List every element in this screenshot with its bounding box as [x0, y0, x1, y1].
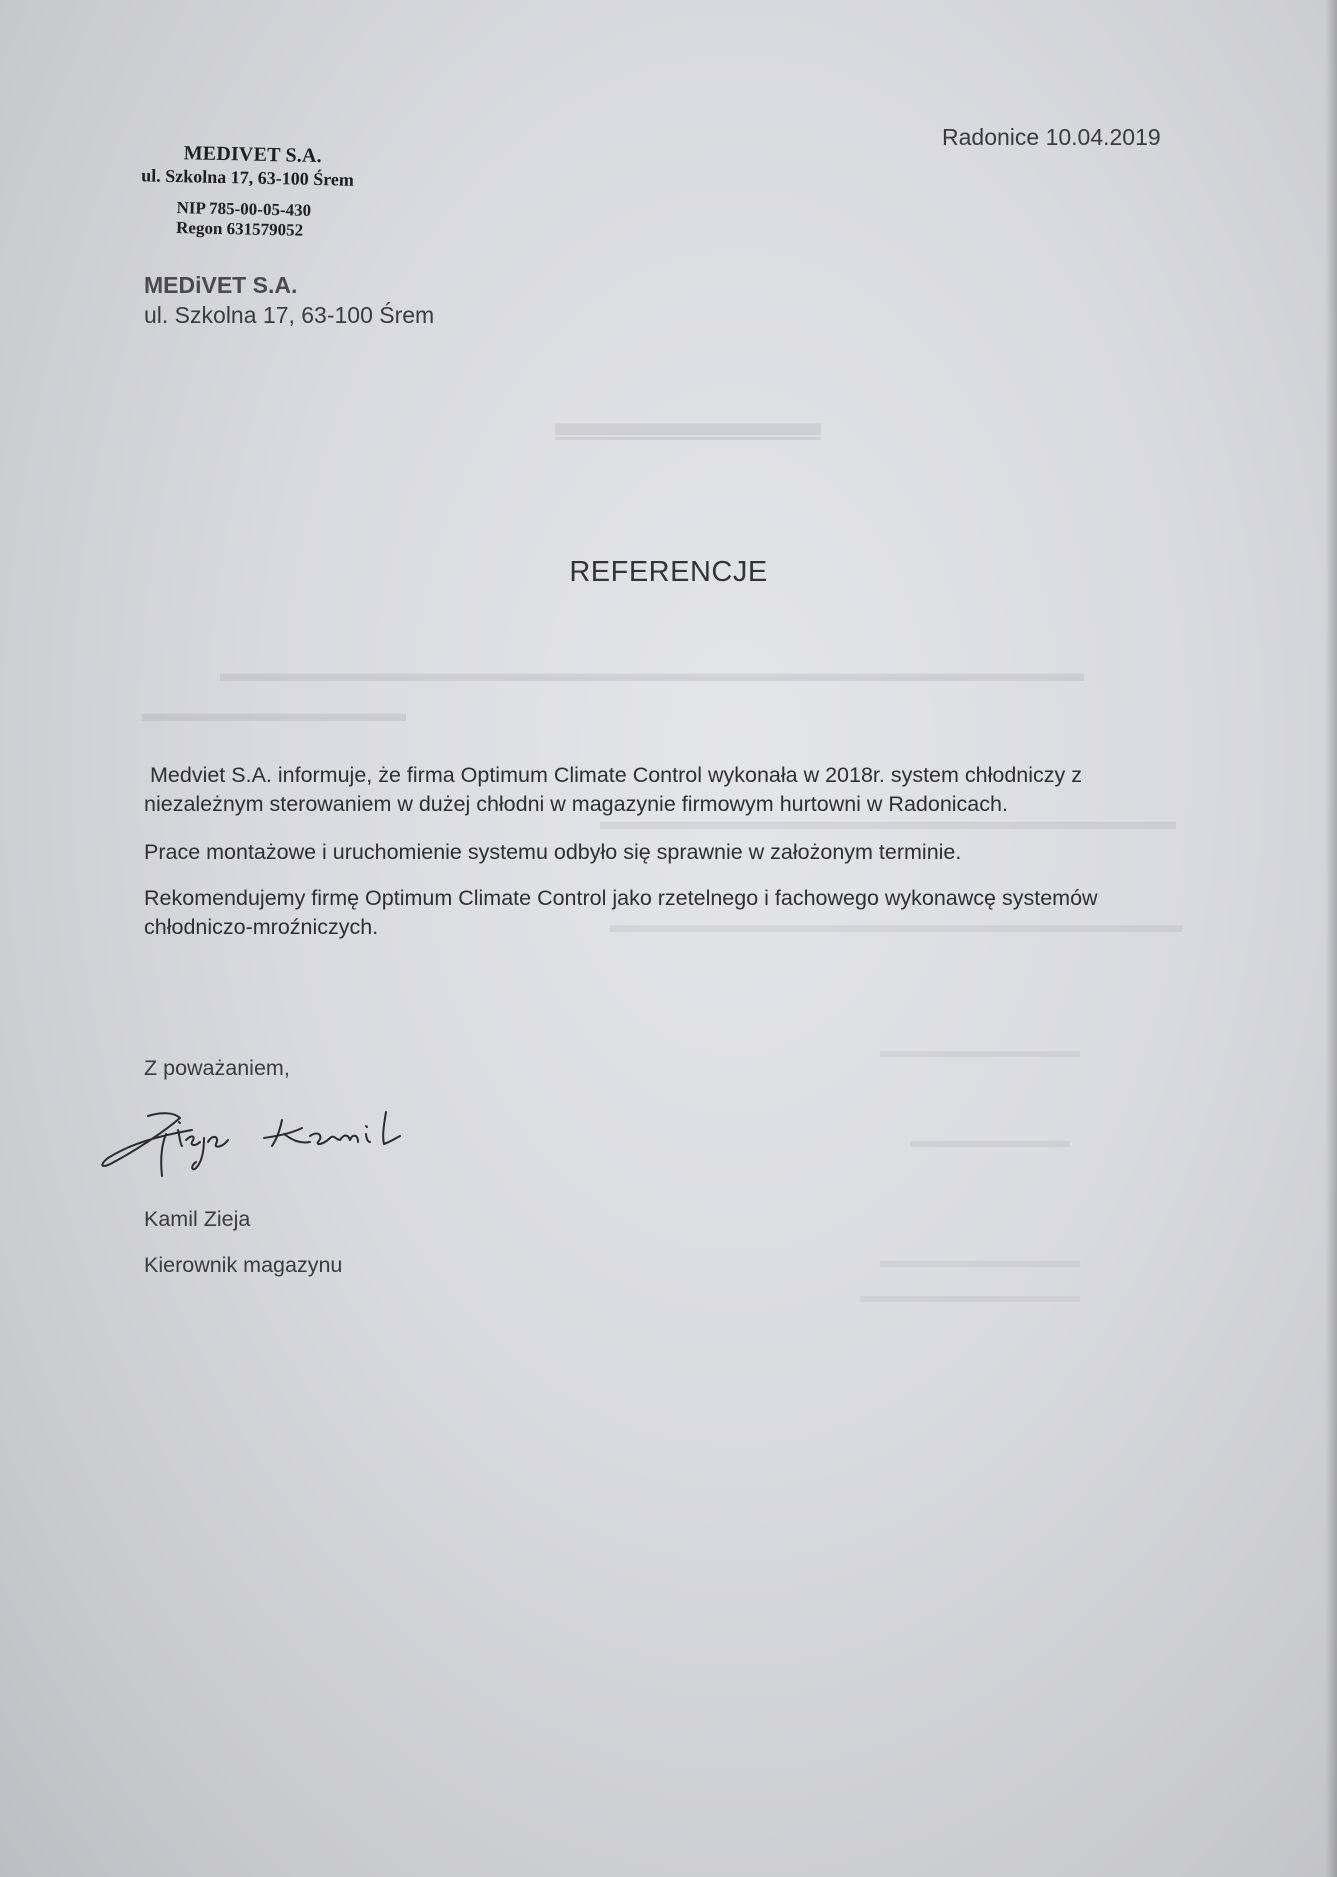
paragraph [144, 761, 1184, 819]
paragraph-line: Prace montażowe i uruchomienie systemu odbyło się sprawnie w założonym terminie. [144, 840, 962, 864]
paragraph-line: niezależnym sterowaniem w dużej chłodni w magazynie firmowym hurtowni w Radonicach. [144, 792, 1008, 816]
bleed-through-mark: ▬▬▬▬▬▬▬▬▬▬ [880, 1040, 1080, 1062]
page-edge-shadow [1325, 0, 1337, 1877]
place-date: Radonice 10.04.2019 [942, 124, 1161, 150]
sender-name: MEDiVET S.A. [144, 272, 298, 298]
stamp-address: ul. Szkolna 17, 63-100 Śrem [141, 165, 355, 190]
paragraph [144, 884, 1184, 942]
bleed-through-mark: ▬▬▬▬▬▬▬▬▬▬ [880, 1250, 1080, 1272]
paragraph-line: Medviet S.A. informuje, że firma Optimum Climate Control wykonała w 2018r. system chłodniczy z [150, 763, 1082, 787]
stamp-nip: NIP 785-00-05-430 [176, 198, 312, 220]
paragraph-line: Rekomendujemy firmę Optimum Climate Control jako rzetelnego i fachowego wykonawcę systemów [144, 886, 1098, 910]
company-stamp [140, 137, 400, 240]
bleed-through-mark: ▬▬▬▬▬▬▬▬▬▬▬ [142, 700, 406, 727]
sender-address: ul. Szkolna 17, 63-100 Śrem [144, 302, 435, 328]
bleed-through-mark: ▬▬▬▬▬▬▬▬▬▬▬ [860, 1285, 1080, 1307]
bleed-through-mark: ▬▬▬▬▬▬▬▬▬▬▬▬▬▬▬▬▬▬▬▬▬▬▬▬ [600, 808, 1176, 835]
letter-title: REFERENCJE [569, 556, 768, 588]
bleed-through-mark: ▬▬▬▬▬▬▬▬▬▬▬▬▬▬▬▬▬▬▬▬▬▬▬▬▬▬▬▬▬▬▬▬▬▬▬▬ [220, 660, 1084, 687]
closing-phrase: Z poważaniem, [144, 1056, 290, 1080]
bleed-through-mark: ▬▬▬▬▬▬▬▬▬▬▬▬▬▬▬▬▬▬▬▬▬▬▬▬▬▬ [610, 912, 1182, 937]
bleed-through-mark: ▬▬▬▬▬▬▬▬ [910, 1130, 1070, 1152]
stamp-company: MEDIVET S.A. [183, 142, 323, 168]
handwritten-signature [96, 1100, 416, 1180]
bleed-through-mark: ▬▬▬▬▬▬▬ [555, 402, 821, 444]
signer-name: Kamil Zieja [144, 1207, 251, 1231]
signer-role: Kierownik magazynu [144, 1253, 343, 1277]
stamp-regon: Regon 631579052 [175, 218, 304, 240]
paragraph-line: chłodniczo-mroźniczych. [144, 915, 379, 939]
paragraph [144, 838, 1184, 867]
